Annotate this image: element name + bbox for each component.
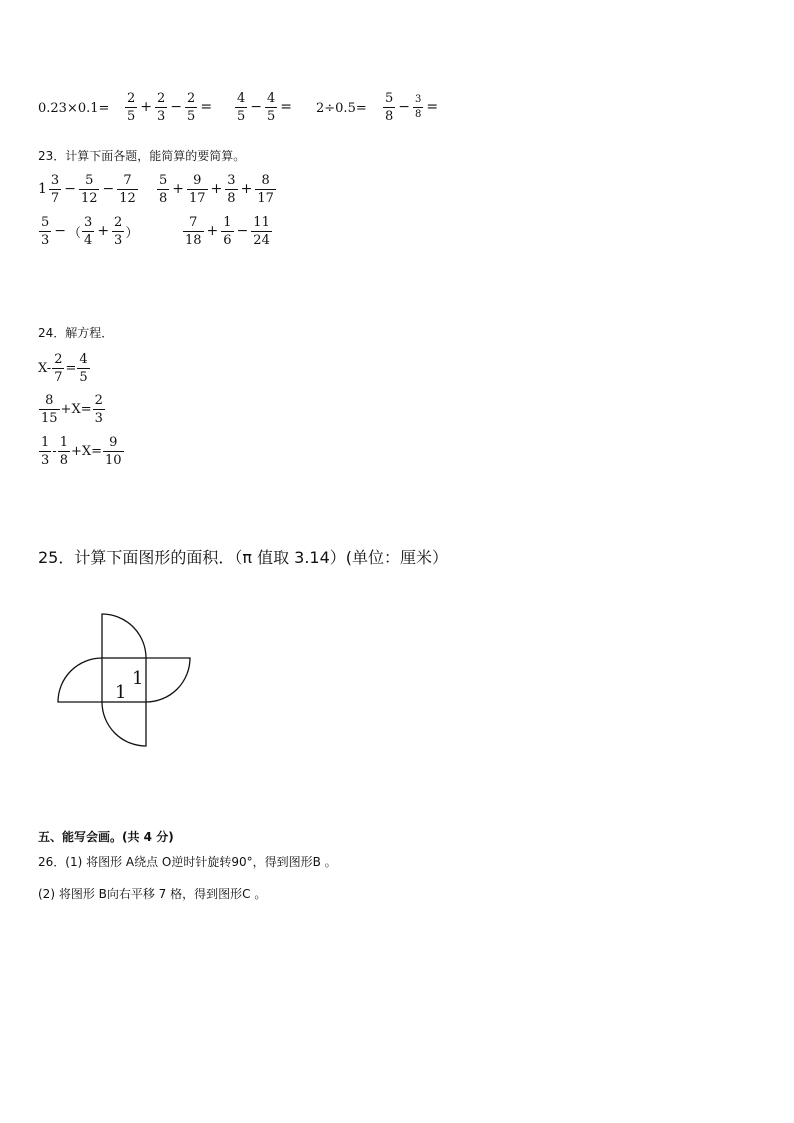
q24-equation-3: $\frac{1}{3}$ - $\frac{1}{8}$ +X= $\frac{9}{10}$ bbox=[41, 434, 122, 468]
pinwheel-figure bbox=[56, 612, 196, 752]
dimension-label-1: 1 bbox=[132, 668, 144, 689]
right-quarter-circle bbox=[146, 658, 190, 702]
left-quarter-circle bbox=[58, 658, 102, 702]
expr-decimal-divide: 2÷0.5= bbox=[316, 100, 367, 116]
q24-equation-1: X- $\frac{2}{7}$ = $\frac{4}{5}$ bbox=[38, 351, 88, 385]
fraction: $\frac{4}{5}$ bbox=[237, 90, 246, 124]
fraction: $\frac{2}{3}$ bbox=[94, 392, 103, 426]
fraction: $\frac{5}{8}$ bbox=[159, 172, 168, 206]
dimension-label-2: 1 bbox=[115, 682, 127, 703]
fraction: $\frac{5}{12}$ bbox=[80, 172, 98, 206]
fraction: $\frac{3}{4}$ bbox=[84, 214, 93, 248]
fraction: $\frac{1}{8}$ bbox=[59, 434, 68, 468]
fraction: $\frac{7}{12}$ bbox=[119, 172, 136, 206]
fraction: $\frac{11}{24}$ bbox=[253, 214, 270, 248]
q23-expr-4: $\frac{7}{18}$ + $\frac{1}{6}$ − $\frac{11}{24}$ bbox=[185, 214, 270, 248]
expr-fraction-sum-1: $\frac{2}{5}$ + $\frac{2}{3}$ − $\frac{2}{5}$ = bbox=[127, 90, 213, 124]
q25-heading: 25．计算下面图形的面积．（π 值取 3.14）(单位：厘米） bbox=[38, 548, 449, 567]
q24-heading: 24．解方程． bbox=[38, 326, 114, 340]
bottom-quarter-circle bbox=[102, 702, 146, 746]
q23-expr-1: 1 $\frac{3}{7}$ − $\frac{5}{12}$ − $\frac{7}{12}$ bbox=[38, 172, 136, 206]
fraction: $\frac{8}{15}$ bbox=[41, 392, 58, 426]
q23-heading: 23．计算下面各题，能简算的要简算。 bbox=[38, 149, 246, 163]
fraction: $\frac{5}{8}$ bbox=[385, 90, 394, 124]
fraction: $\frac{2}{7}$ bbox=[54, 351, 63, 385]
calc-row-1 bbox=[38, 88, 109, 128]
fraction: $\frac{7}{18}$ bbox=[185, 214, 202, 248]
fraction: $\frac{9}{17}$ bbox=[189, 172, 206, 206]
fraction: $\frac{8}{17}$ bbox=[257, 172, 274, 206]
top-quarter-circle bbox=[102, 614, 146, 658]
fraction: $\frac{1}{6}$ bbox=[223, 214, 232, 248]
fraction: $\frac{5}{3}$ bbox=[41, 214, 50, 248]
fraction: $\frac{1}{3}$ bbox=[41, 434, 50, 468]
expr-fraction-diff-1: $\frac{4}{5}$ − $\frac{4}{5}$ = bbox=[237, 90, 293, 124]
q26-line-2: (2) 将图形 B向右平移 7 格，得到图形C 。 bbox=[38, 887, 267, 901]
fraction: $\frac{9}{10}$ bbox=[105, 434, 122, 468]
q26-line-1: 26．(1) 将图形 A绕点 O逆时针旋转90°，得到图形B 。 bbox=[38, 855, 337, 869]
fraction: $\frac{2}{3}$ bbox=[114, 214, 123, 248]
fraction: $\frac{2}{5}$ bbox=[187, 90, 196, 124]
q23-expr-2: $\frac{5}{8}$ + $\frac{9}{17}$ + $\frac{3}{8}$ + $\frac{8}{17}$ bbox=[159, 172, 274, 206]
fraction: $\frac{2}{3}$ bbox=[157, 90, 166, 124]
fraction: $\frac{4}{5}$ bbox=[79, 351, 88, 385]
expr-fraction-diff-2: $\frac{5}{8}$ − $\frac{3}{8}$ = bbox=[385, 90, 439, 124]
section-5-heading: 五、能写会画。(共 4 分) bbox=[38, 830, 174, 844]
fraction: $\frac{3}{8}$ bbox=[415, 93, 422, 120]
fraction: $\frac{3}{7}$ bbox=[50, 172, 60, 206]
expr-decimal-multiply: 0.23×0.1= bbox=[38, 100, 110, 116]
q24-equation-2: $\frac{8}{15}$ +X= $\frac{2}{3}$ bbox=[41, 392, 103, 426]
fraction: $\frac{2}{5}$ bbox=[127, 90, 136, 124]
fraction: $\frac{4}{5}$ bbox=[267, 90, 276, 124]
fraction: $\frac{3}{8}$ bbox=[227, 172, 236, 206]
q23-expr-3: $\frac{5}{3}$ − （ $\frac{3}{4}$ + $\frac{2}{3}$ ） bbox=[41, 214, 139, 248]
